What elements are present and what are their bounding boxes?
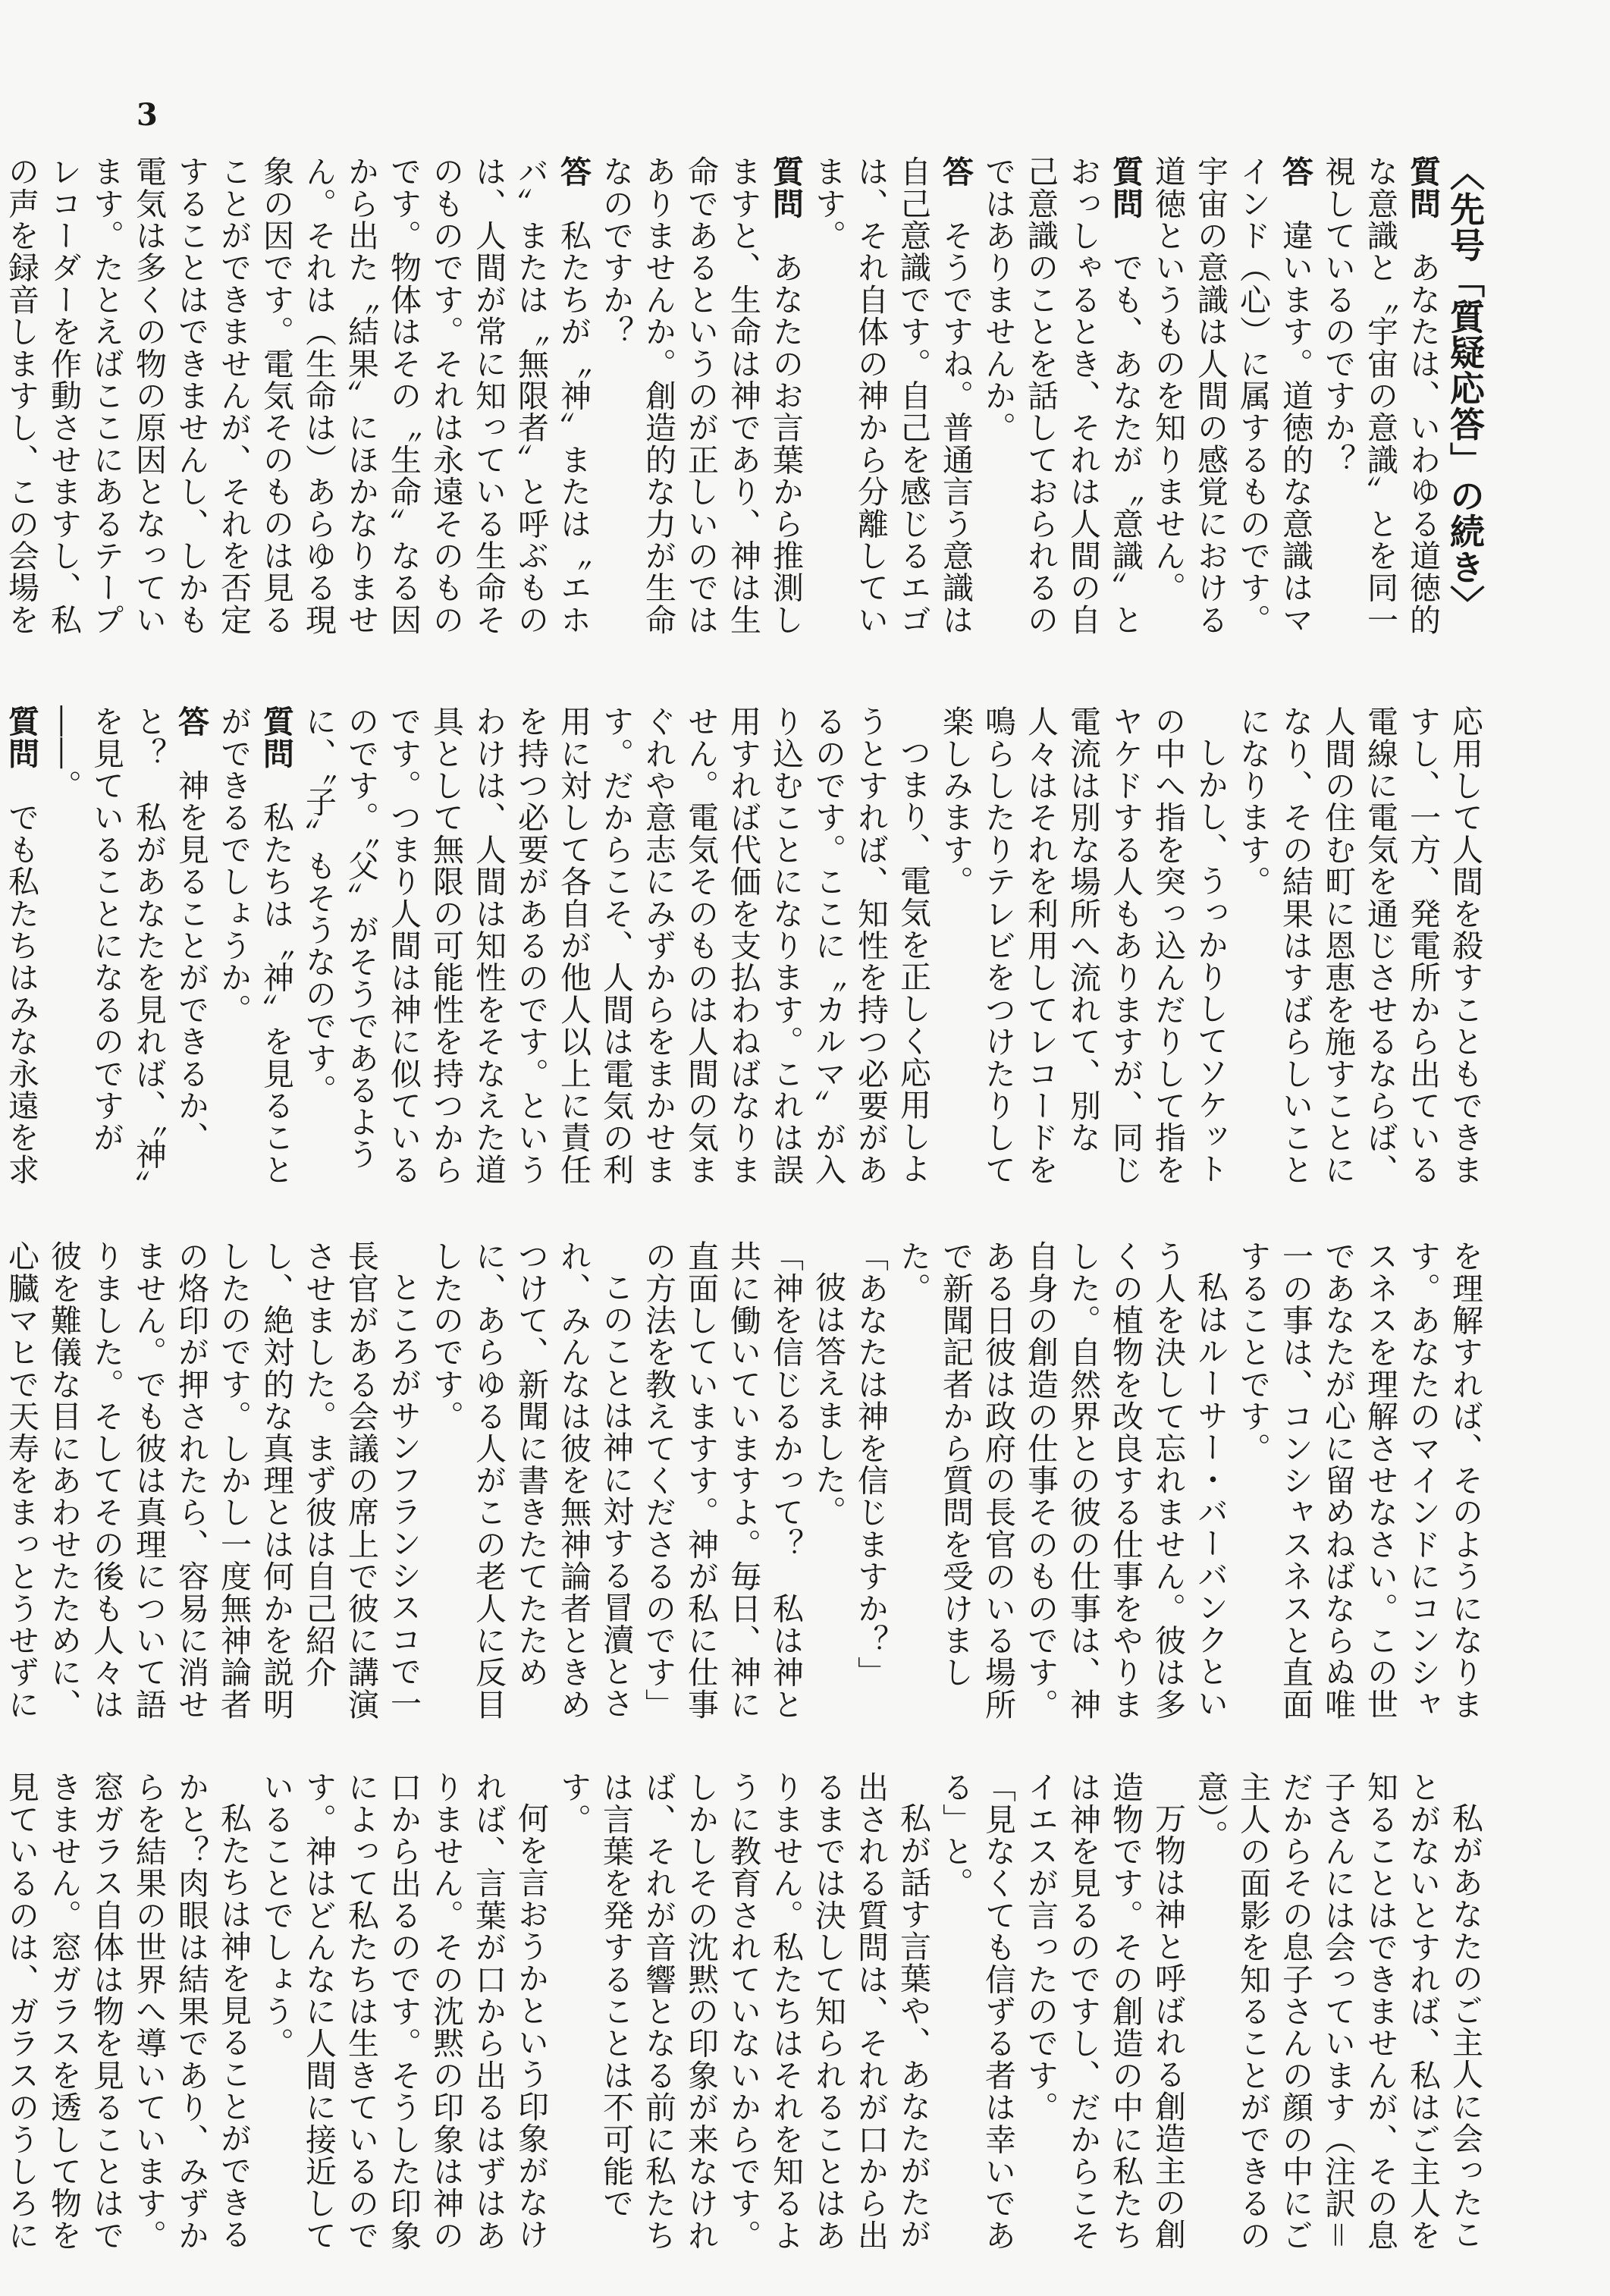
question-label: 質問 [258,705,294,770]
paragraph-text: 「あなたは神を信じますか？」 [852,1240,889,1688]
paragraph [595,155,807,656]
paragraph [637,1240,807,1726]
paragraph [977,155,1147,656]
tier-3-body [3,1240,1486,1726]
tier-4-body [3,1771,1486,2257]
paragraph-text: ところがサンフランシスコで一長官がある会議の席上で彼に講演させました。まず彼は自己紹介し、絶対的な真理とは何かを説明したのです。しかし一度無神論者の烙印が押されたら、容易に消せません。でも彼は真理について語りました。そしてその後も人々は彼を難儀な目にあわせたために、心臓マヒで天寿をまっとうせずに [3,1240,422,1720]
page-number: 3 [137,97,158,133]
paragraph-text: 何を言おうかという印象がなければ、言葉が口から出るはずはありません。その沈黙の印象は神の口から出るのです。そうした印象によって私たちは生きているのです。神はどんなに人間に接近していることでしょう。 [258,1771,549,2251]
paragraph-text: 万物は神と呼ばれる創造主の創造物です。その創造の中に私たちは神を見るのですし、だからこそイエスが言ったのです。 [1022,1771,1186,2251]
paragraph-text: を理解すれば、そのようになります。あなたのマインドにコンシャスネスを理解させなさい。この世であなたが心に留めねばならぬ唯一の事は、コンシャスネスと直面することです。 [1235,1240,1483,1720]
tier-2-body [3,705,1486,1191]
paragraph-text: でも私たちはみな永遠を求 [3,801,39,1186]
paragraph [0,155,595,656]
paragraph [849,1240,892,1726]
section-header: 〈先号「質疑応答」の続き〉 [1445,155,1486,621]
paragraph-text: あなたは、いわゆる道徳的な意識と〝宇宙の意識〟とを同一視しているのですか？ [1320,155,1441,636]
paragraph [1019,1771,1189,2257]
paragraph-text: そうですね。普通言う意識は自己意識です。自己を感じるエゴは、それ自体の神から分離しています。 [810,155,974,636]
text-tier-4 [3,1771,1486,2257]
answer-label: 答 [173,705,209,738]
paragraph [0,1240,425,1726]
paragraph-text: 「見なくても信ずる者は幸いである」と。 [937,1771,1016,2251]
paragraph-text: 神を見ることができるか、と？ 私があなたを見れば、〝神〟を見ていることになるのですが――。 [46,705,209,1187]
paragraph [1189,1771,1486,2257]
paragraph-text: このことは神に対する冒瀆とされ、みんなは彼を無神論者ときめつけて、新聞に書きたてたために、あらゆる人がこの老人に反目したのです。 [428,1240,634,1720]
paragraph [1232,705,1486,1191]
paragraph [255,1771,552,2257]
question-label: 質問 [1404,155,1441,220]
paragraph [552,1771,934,2257]
paragraph-text: しかし、うっかりしてソケットの中へ指を突っ込んだりして指をヤケドする人もありますが、同じ電流は別な場所へ流れて、別な人々はそれを利用してレコードを鳴らしたりテレビをつけたりして楽しみます。 [937,705,1229,1186]
paragraph-text: 私はルーサー・バーバンクという人を決して忘れません。彼は多くの植物を改良する仕事をやりました。自然界との彼の仕事は、神自身の創造の仕事そのものです。ある日彼は政府の長官のいる場所で新聞記者から質問を受けました。 [895,1240,1229,1720]
paragraph [934,705,1232,1191]
paragraph-text: 応用して人間を殺すこともできますし、一方、発電所から出ている電線に電気を通じさせるならば、人間の住む町に恩恵を施すことになり、その結果はすばらしいことになります。 [1235,705,1483,1186]
text-tier-1 [3,155,1486,656]
paragraph [0,705,42,1191]
paragraph [1232,1240,1486,1726]
paragraph [1317,155,1444,656]
paragraph-text: 私が話す言葉や、あなたがたが出される質問は、それが口から出るまでは決して知られることはありません。私たちはそれを知るように教育されていないからです。しかしその沈黙の印象が来なければ、それが音響となる前に私たちは言葉を発することは不可能です。 [555,1771,931,2251]
paragraph [212,705,297,1191]
paragraph-text: 「神を信じるかって？ 私は神と共に働いていますよ。毎日、神に直面していますす。神が私に仕事の方法を教えてくださるのです」 [640,1240,804,1720]
paragraph-text: でも、あなたが〝意識〟とおっしゃるとき、それは人間の自己意識のことを話しておられるのではありませんか。 [980,155,1144,636]
paragraph-text: 違います。道徳的な意識はマインド（心）に属するものです。宇宙の意識は人間の感覚における道徳というものを知りません。 [1150,155,1313,636]
paragraph [42,705,212,1191]
tier-1-body [3,155,1486,656]
paragraph [425,1240,637,1726]
paragraph [807,1240,849,1726]
paragraph [934,1771,1019,2257]
text-tier-2 [3,705,1486,1191]
answer-label: 答 [555,155,592,188]
answer-label: 答 [937,155,974,188]
paragraph [892,1240,1232,1726]
paragraph-text: 私たちは〝神〟を見ることができるでしょうか。 [215,705,294,1186]
paragraph-text: つまり、電気を正しく応用しようとすれば、知性を持つ必要があるのです。ここに〝カルマ〟が入り込むことになります。これは誤用すれば代価を支払わねばなりません。電気そのものは人間の気まぐれや意志にみずからをまかせます。だからこそ、人間は電気の利用に対して各自が他人以上に責任を持つ必要があるのです。というわけは、人間は知性をそなえた道具として無限の可能性を持つからです。つまり人間は神に似ているのです。〝父〟がそうであるように、〝子〟もそうなのです。 [300,705,931,1186]
answer-label: 答 [1277,155,1313,188]
text-tier-3 [3,1240,1486,1726]
paragraph [297,705,934,1191]
question-label: 質問 [3,705,39,770]
paragraph [1147,155,1317,656]
question-label: 質問 [767,155,804,220]
paragraph-text: 私たちは神を見ることができるかと？肉眼は結果であり、みずからを結果の世界へ導いています。窓ガラス自体は物を見ることはできません。窓ガラスを透して物を見ているのは、ガラスのうしろに [3,1771,252,2251]
paragraph [807,155,977,656]
paragraph-text: 私たちが〝神〟または〝エホバ〟または〝無限者〟と呼ぶものは、人間が常に知っている生命そのものです。それは永遠そのものです。物体はその〝生命〟なる因から出た〝結果〟にほかなりません。それは（生命は）あらゆる現象の因です。電気そのものは見ることができませんが、それを否定することはできませんし、しかも電気は多くの物の原因となっています。たとえばここにあるテープレコーダーを作動させますし、私の声を録音しますし、この会場を [3,155,592,636]
paragraph-text: 彼は答えました。 [810,1271,846,1528]
paragraph [0,1771,255,2257]
question-label: 質問 [1107,155,1144,220]
paragraph-text: あなたのお言葉から推測しますと、生命は神であり、神は生命であるというのが正しいのではありませんか。創造的な力が生命なのですか？ [598,155,804,636]
paragraph-text: 私があなたのご主人に会ったことがないとすれば、私はご主人を知ることはできませんが、その息子さんには会っています（注訳＝だからその息子さんの顔の中にご主人の面影を知ることができるの意）。 [1192,1771,1483,2251]
